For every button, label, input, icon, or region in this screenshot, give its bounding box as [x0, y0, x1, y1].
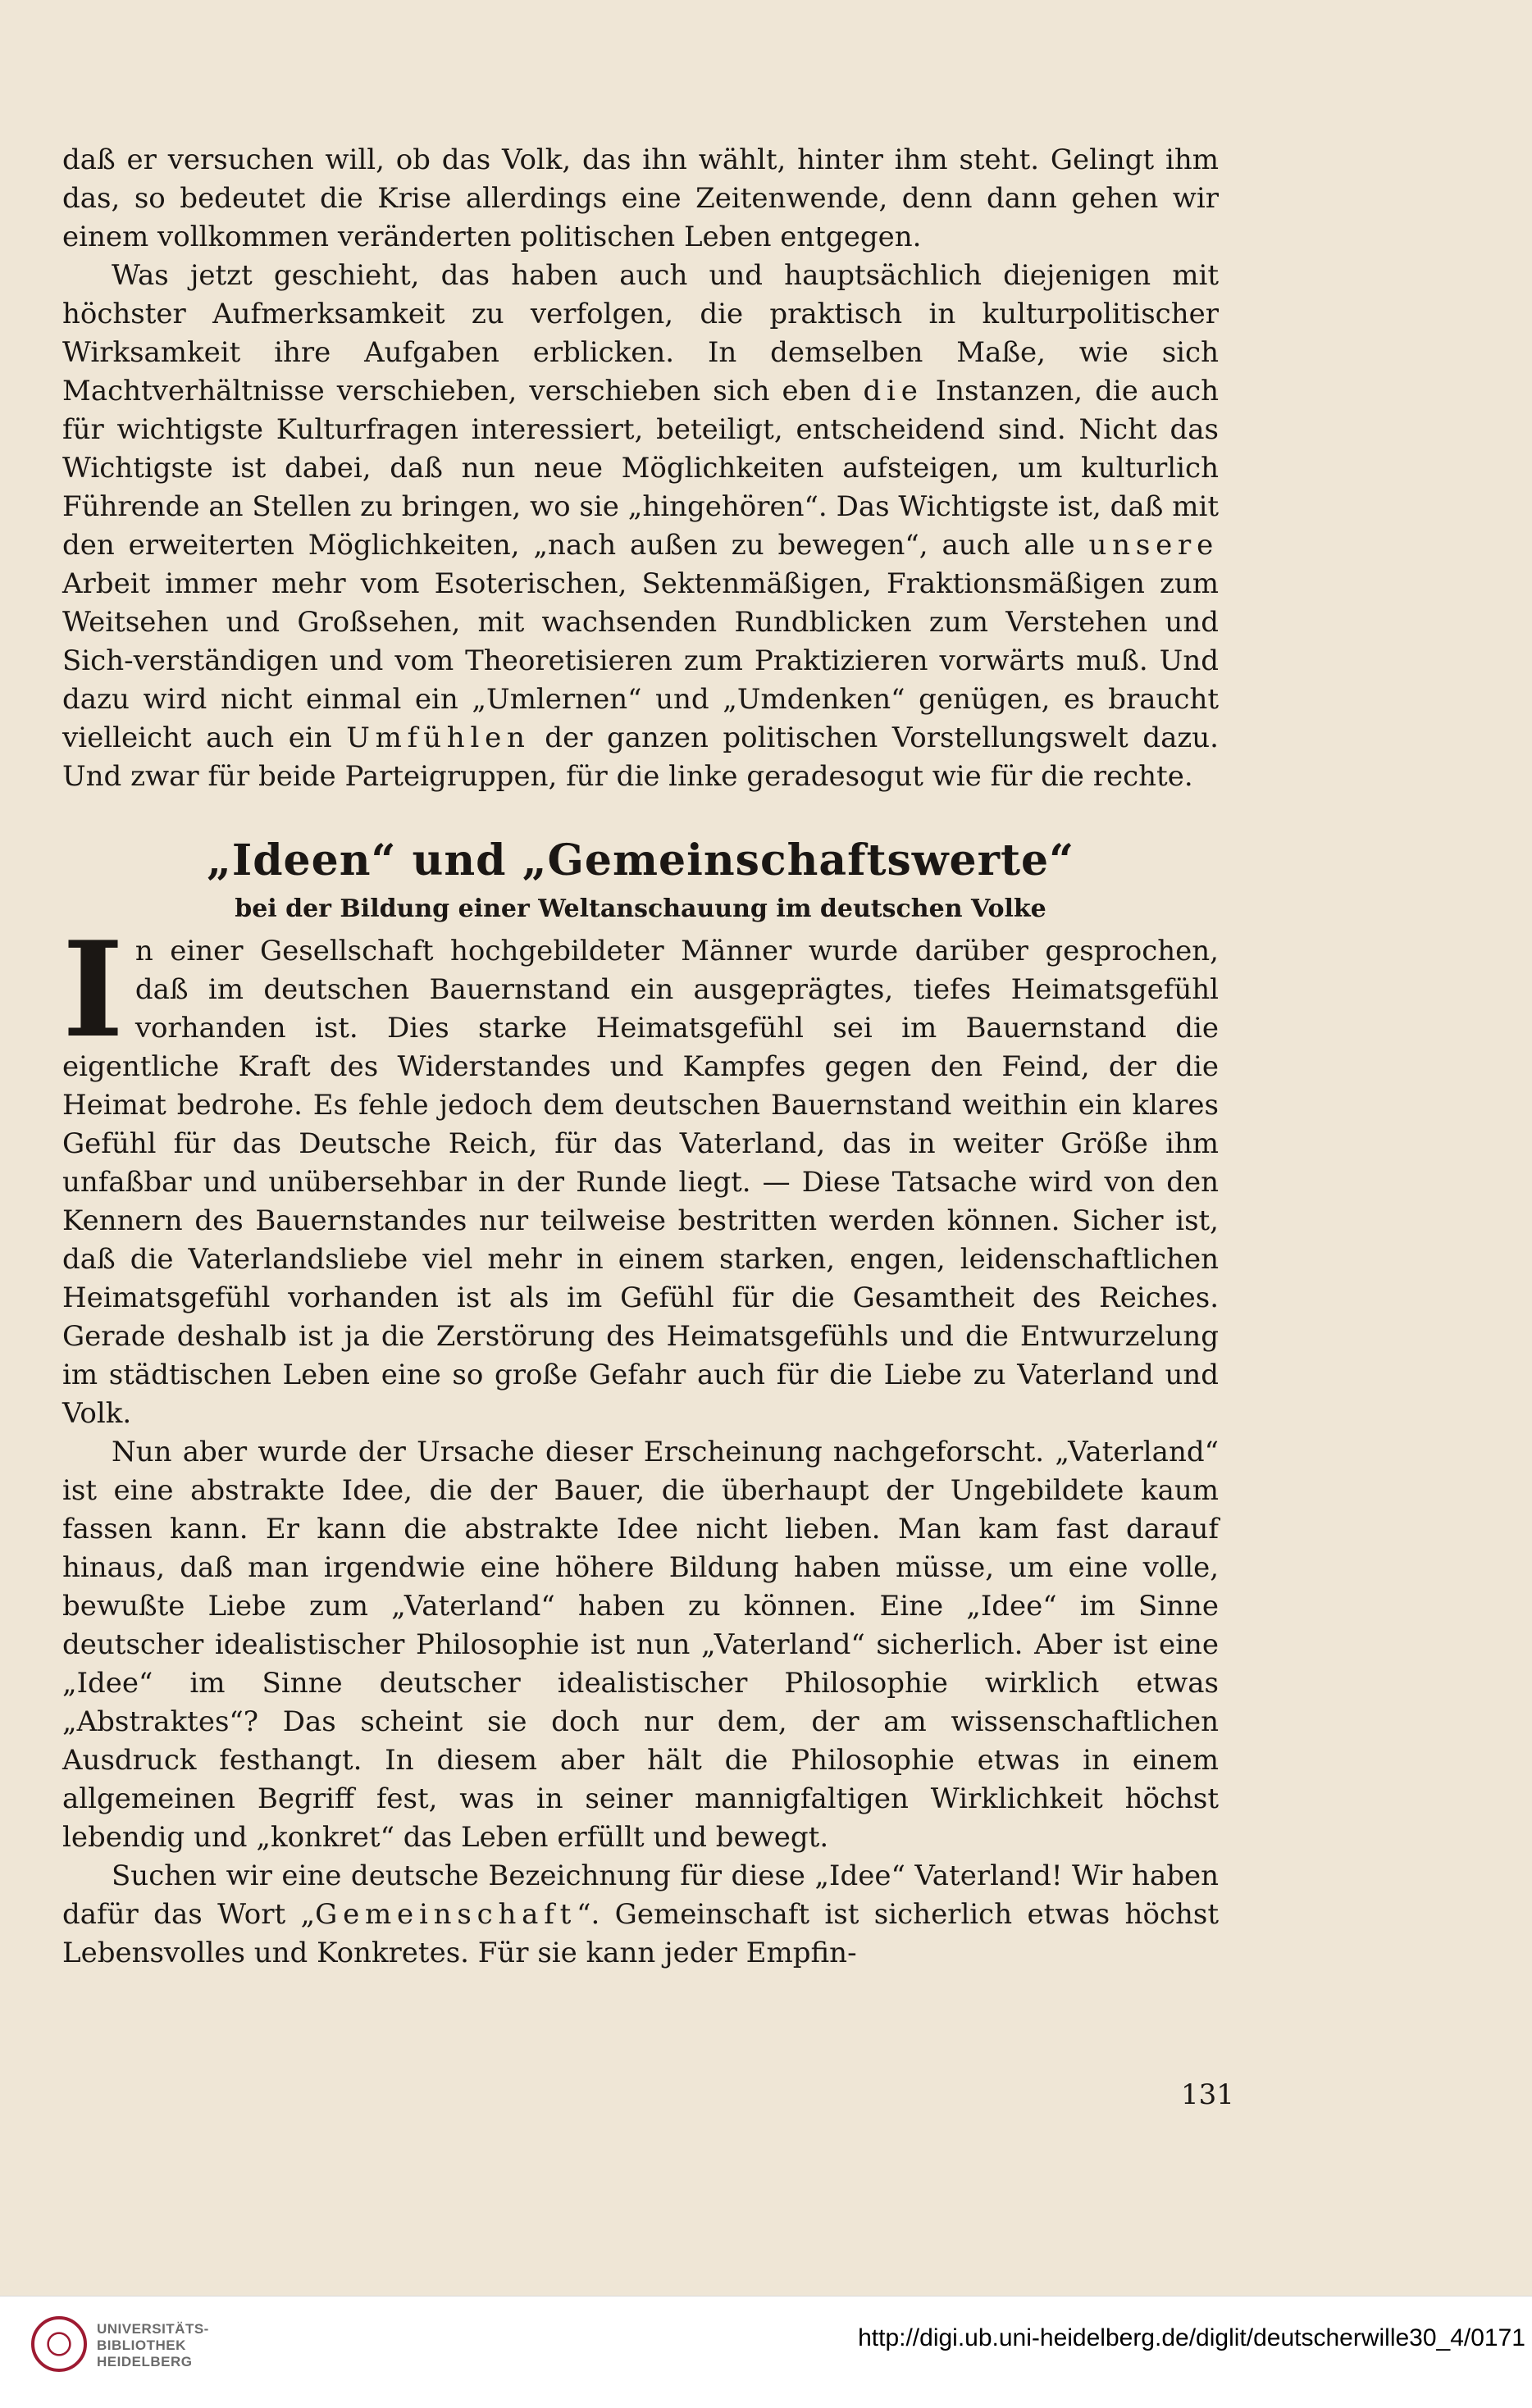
spaced-word-unsere: unsere: [1088, 529, 1219, 562]
paragraph-5: [62, 1857, 1219, 1973]
university-seal-icon: [31, 2316, 87, 2372]
spaced-word-gemeinschaft: Gemeinschaft: [315, 1898, 577, 1931]
page-number: 131: [1181, 2078, 1234, 2111]
paragraph-3-text: n einer Gesellschaft hochgebildeter Männer wurde darüber gesprochen, daß im deutschen Bauernstand ein ausgeprägtes, tiefes Heimatsgefühl vorhanden ist. Dies starke Heimatsgefühl sei im Bauernstand die eigentliche Kraft des Widerstandes und Kampfes gegen den Feind, der die Heimat bedrohe. Es fehle jedoch dem deutschen Bauernstand weithin ein klares Gefühl für das Deutsche Reich, für das Vaterland, das in weiter Größe ihm unfaßbar und unübersehbar in der Runde liegt. — Diese Tatsache wird von den Kennern des Bauernstandes nur teilweise bestritten werden können. Sicher ist, daß die Vaterlandsliebe viel mehr in einem starken, engen, leidenschaftlichen Heimatsgefühl vorhanden ist als im Gefühl für die Gesamtheit des Reiches. Gerade deshalb ist ja die Zerstörung des Heimatsgefühls und die Entwurzelung im städtischen Leben eine so große Gefahr auch für die Liebe zu Vaterland und Volk.: [62, 935, 1219, 1430]
source-url-link[interactable]: http://digi.ub.uni-heidelberg.de/diglit/deutscherwille30_4/0171: [858, 2324, 1525, 2351]
drop-cap: I: [62, 913, 124, 1067]
paragraph-2-text-c: Instanzen, die auch für wichtigste Kulturfragen interessiert, beteiligt, entscheidend sind. Nicht das Wichtigste ist dabei, daß nun neue Möglichkeiten aufsteigen, um kulturlich Führende an Stellen zu bringen, wo sie „hingehören“. Das Wichtigste ist, daß mit den erweiterten Möglichkeiten, „nach außen zu bewegen“, auch alle: [62, 375, 1219, 562]
spaced-word-die: die: [863, 375, 923, 407]
paragraph-2-text-e: Arbeit immer mehr vom Esoterischen, Sektenmäßigen, Fraktionsmäßigen zum Weitsehen und Großsehen, mit wachsenden Rundblicken zum Verstehen und Sich-verständigen und vom Theoretisieren zum Praktizieren vorwärts muß. Und dazu wird nicht einmal ein „Umlernen“ und „Umdenken“ genügen, es braucht vielleicht auch ein: [62, 567, 1219, 754]
paragraph-5-text-c: “. Gemeinschaft ist sicherlich etwas höchst Lebensvolles und Konkretes. Für sie kann jeder Empfin-: [62, 1898, 1219, 1969]
paragraph-5-text-a: Suchen wir eine deutsche Bezeichnung für diese „Idee“ Vaterland! Wir haben dafür das Wort „: [62, 1859, 1219, 1931]
paragraph-1: daß er versuchen will, ob das Volk, das ihn wählt, hinter ihm steht. Gelingt ihm das, so bedeutet die Krise allerdings eine Zeitenwende, denn dann gehen wir einem vollkommen veränderten politischen Leben entgegen.: [62, 143, 1219, 253]
viewer-footer: [0, 2296, 1532, 2408]
library-name: [97, 2321, 209, 2370]
paragraph-2-text-a: Was jetzt geschieht, das haben auch und hauptsächlich diejenigen mit höchster Aufmerksamkeit zu verfolgen, die praktisch in kulturpolitischer Wirksamkeit ihre Aufgaben erblicken. In demselben Maße, wie sich Machtverhältnisse verschieben, verschieben sich eben: [62, 259, 1219, 407]
paragraph-2: [62, 257, 1219, 796]
section-heading: „Ideen“ und „Gemeinschaftswerte“: [206, 835, 1075, 885]
library-line-3: HEIDELBERG: [97, 2354, 193, 2369]
spaced-word-umfuehlen: Umfühlen: [346, 721, 531, 754]
page-text: [62, 141, 1219, 1973]
section-subheading: bei der Bildung einer Weltanschauung im deutschen Volke: [235, 894, 1046, 923]
paragraph-4: Nun aber wurde der Ursache dieser Erscheinung nachgeforscht. „Vaterland“ ist eine abstrakte Idee, die der Bauer, die überhaupt der Ungebildete kaum fassen kann. Er kann die abstrakte Idee nicht lieben. Man kam fast darauf hinaus, daß man irgendwie eine höhere Bildung haben müsse, um eine volle, bewußte Liebe zum „Vaterland“ haben zu können. Eine „Idee“ im Sinne deutscher idealistischer Philosophie ist nun „Vaterland“ sicherlich. Aber ist eine „Idee“ im Sinne deutscher idealistischer Philosophie wirklich etwas „Abstraktes“? Das scheint sie doch nur dem, der am wissenschaftlichen Ausdruck festhangt. In diesem aber hält die Philosophie etwas in einem allgemeinen Begriff fest, was in seiner mannigfaltigen Wirklichkeit höchst lebendig und „konkret“ das Leben erfüllt und bewegt.: [62, 1436, 1219, 1854]
paragraph-3: [62, 913, 1219, 1433]
library-line-2: BIBLIOTHEK: [97, 2337, 186, 2353]
paragraph-2-text-g: der ganzen politischen Vorstellungswelt dazu. Und zwar für beide Parteigruppen, für die linke geradesogut wie für die rechte.: [62, 721, 1219, 793]
library-line-1: UNIVERSITÄTS-: [97, 2321, 209, 2337]
